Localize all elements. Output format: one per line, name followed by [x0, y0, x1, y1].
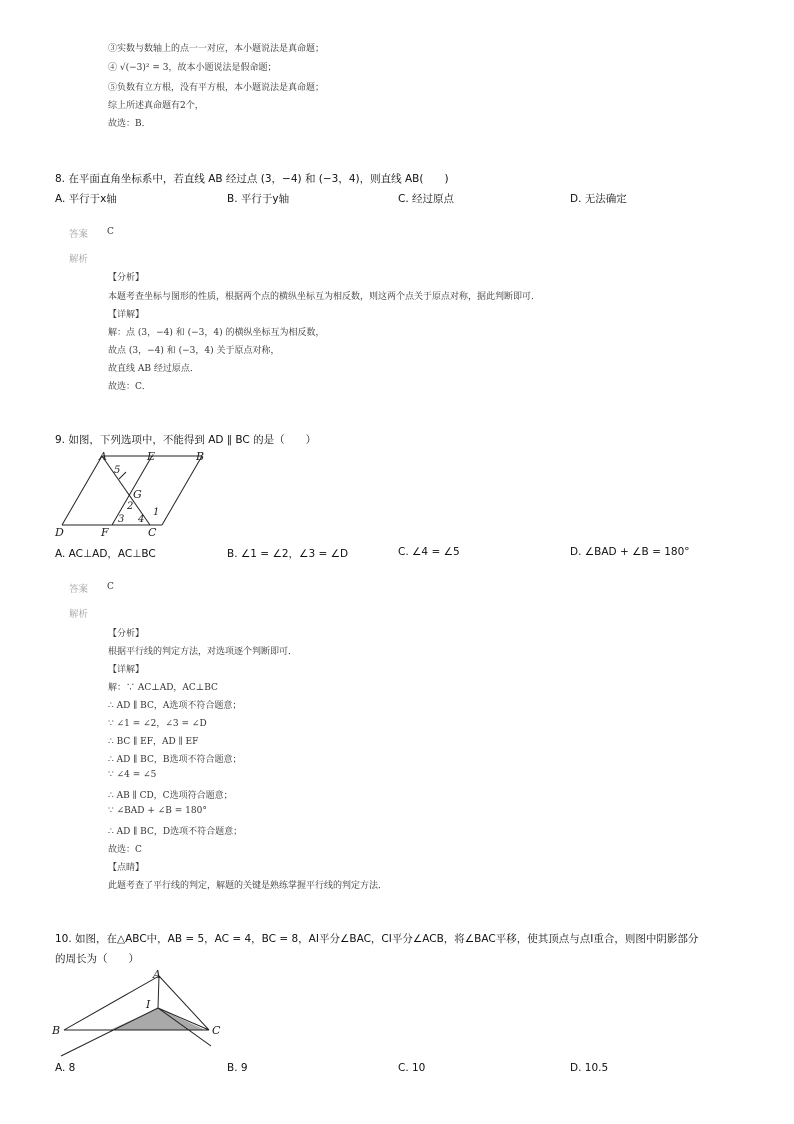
answer-value: C	[107, 227, 114, 237]
answer-label: 答案	[69, 229, 89, 240]
point-label-c: C	[212, 1024, 221, 1037]
point-label-b: B	[196, 450, 205, 463]
angle-label-4: 4	[138, 514, 145, 525]
option-d[interactable]: D. 10.5	[570, 1062, 609, 1074]
point-label-b: B	[52, 1024, 61, 1037]
solution-line: ⑤负数有立方根，没有平方根，本小题说法是真命题；	[108, 83, 325, 93]
point-label-f: F	[101, 526, 109, 539]
parallelogram-figure	[50, 448, 220, 540]
analysis-line: 此题考查了平行线的判定，解题的关键是熟练掌握平行线的判定方法．	[108, 881, 388, 891]
triangle-figure	[48, 966, 238, 1058]
angle-label-3: 3	[118, 514, 125, 525]
analysis-label: 解析	[69, 254, 89, 265]
answer-value: C	[107, 582, 114, 592]
solution-line: 故选：B．	[108, 119, 151, 129]
analysis-line: ∴ AD ∥ BC，A选项不符合题意；	[108, 701, 242, 711]
point-label-d: D	[55, 526, 64, 539]
analysis-line: 【分析】	[108, 629, 145, 639]
option-b[interactable]: B. 平行于y轴	[227, 193, 290, 205]
analysis-line: ∵ ∠BAD + ∠B = 180°	[108, 806, 207, 816]
solution-line: ③实数与数轴上的点一一对应，本小题说法是真命题；	[108, 44, 325, 54]
angle-label-2: 2	[127, 501, 134, 512]
analysis-line: 故选：C	[108, 845, 142, 855]
analysis-line: ∴ AD ∥ BC，D选项不符合题意；	[108, 827, 243, 837]
analysis-line: 解：∵ AC⊥AD，AC⊥BC	[108, 683, 218, 693]
option-d[interactable]: D. 无法确定	[570, 193, 627, 205]
analysis-line: 解：点 (3，−4) 和 (−3，4) 的横纵坐标互为相反数，	[108, 328, 325, 338]
point-label-e: E	[147, 450, 156, 463]
analysis-line: ∵ ∠4 = ∠5	[108, 770, 157, 780]
solution-line: ④ √(−3)² = 3，故本小题说法是假命题；	[108, 63, 277, 73]
question-stem-continued: 的周长为（ ）	[55, 953, 139, 965]
analysis-line: 故点 (3，−4) 和 (−3，4) 关于原点对称，	[108, 346, 280, 356]
option-c[interactable]: C. 10	[398, 1062, 426, 1074]
analysis-line: ∵ ∠1 = ∠2，∠3 = ∠D	[108, 719, 207, 729]
answer-label: 答案	[69, 584, 89, 595]
point-label-c: C	[148, 526, 157, 539]
analysis-line: 【点睛】	[108, 863, 145, 873]
shaded-triangle	[110, 1008, 205, 1030]
analysis-line: 【详解】	[108, 310, 145, 320]
analysis-line: 根据平行线的判定方法，对选项逐个判断即可．	[108, 647, 298, 657]
option-a[interactable]: A. AC⊥AD，AC⊥BC	[55, 548, 156, 560]
angle-label-5: 5	[114, 465, 121, 476]
analysis-line: 【详解】	[108, 665, 145, 675]
question-stem: 9. 如图，下列选项中，不能得到 AD ∥ BC 的是（ ）	[55, 434, 317, 446]
angle-label-1: 1	[153, 507, 160, 518]
point-label-g: G	[133, 488, 142, 501]
option-a[interactable]: A. 平行于x轴	[55, 193, 117, 205]
option-c[interactable]: C. 经过原点	[398, 193, 455, 205]
analysis-line: 本题考查坐标与图形的性质，根据两个点的横纵坐标互为相反数，则这两个点关于原点对称，据此判断即可．	[108, 292, 541, 302]
analysis-line: 故直线 AB 经过原点．	[108, 364, 199, 374]
analysis-line: 【分析】	[108, 273, 145, 283]
analysis-line: 故选：C．	[108, 382, 151, 392]
option-b[interactable]: B. 9	[227, 1062, 248, 1074]
option-a[interactable]: A. 8	[55, 1062, 76, 1074]
analysis-label: 解析	[69, 609, 89, 620]
question-stem: 10. 如图，在△ABC中，AB = 5，AC = 4，BC = 8，AI平分∠BAC，CI平分∠ACB，将∠BAC平移，使其顶点与点I重合，则图中阴影部分	[55, 933, 699, 945]
option-b[interactable]: B. ∠1 = ∠2，∠3 = ∠D	[227, 548, 349, 560]
option-d[interactable]: D. ∠BAD + ∠B = 180°	[570, 546, 690, 558]
analysis-line: ∴ BC ∥ EF，AD ∥ EF	[108, 737, 199, 747]
analysis-line: ∴ AD ∥ BC，B选项不符合题意；	[108, 755, 242, 765]
option-c[interactable]: C. ∠4 = ∠5	[398, 546, 460, 558]
point-label-a: A	[153, 968, 161, 981]
point-label-i: I	[146, 998, 151, 1011]
question-stem: 8. 在平面直角坐标系中，若直线 AB 经过点 (3，−4) 和 (−3，4)，则直线 AB( )	[55, 173, 449, 185]
analysis-line: ∴ AB ∥ CD，C选项符合题意；	[108, 791, 233, 801]
solution-line: 综上所述真命题有2个，	[108, 101, 204, 111]
point-label-a: A	[99, 450, 107, 463]
